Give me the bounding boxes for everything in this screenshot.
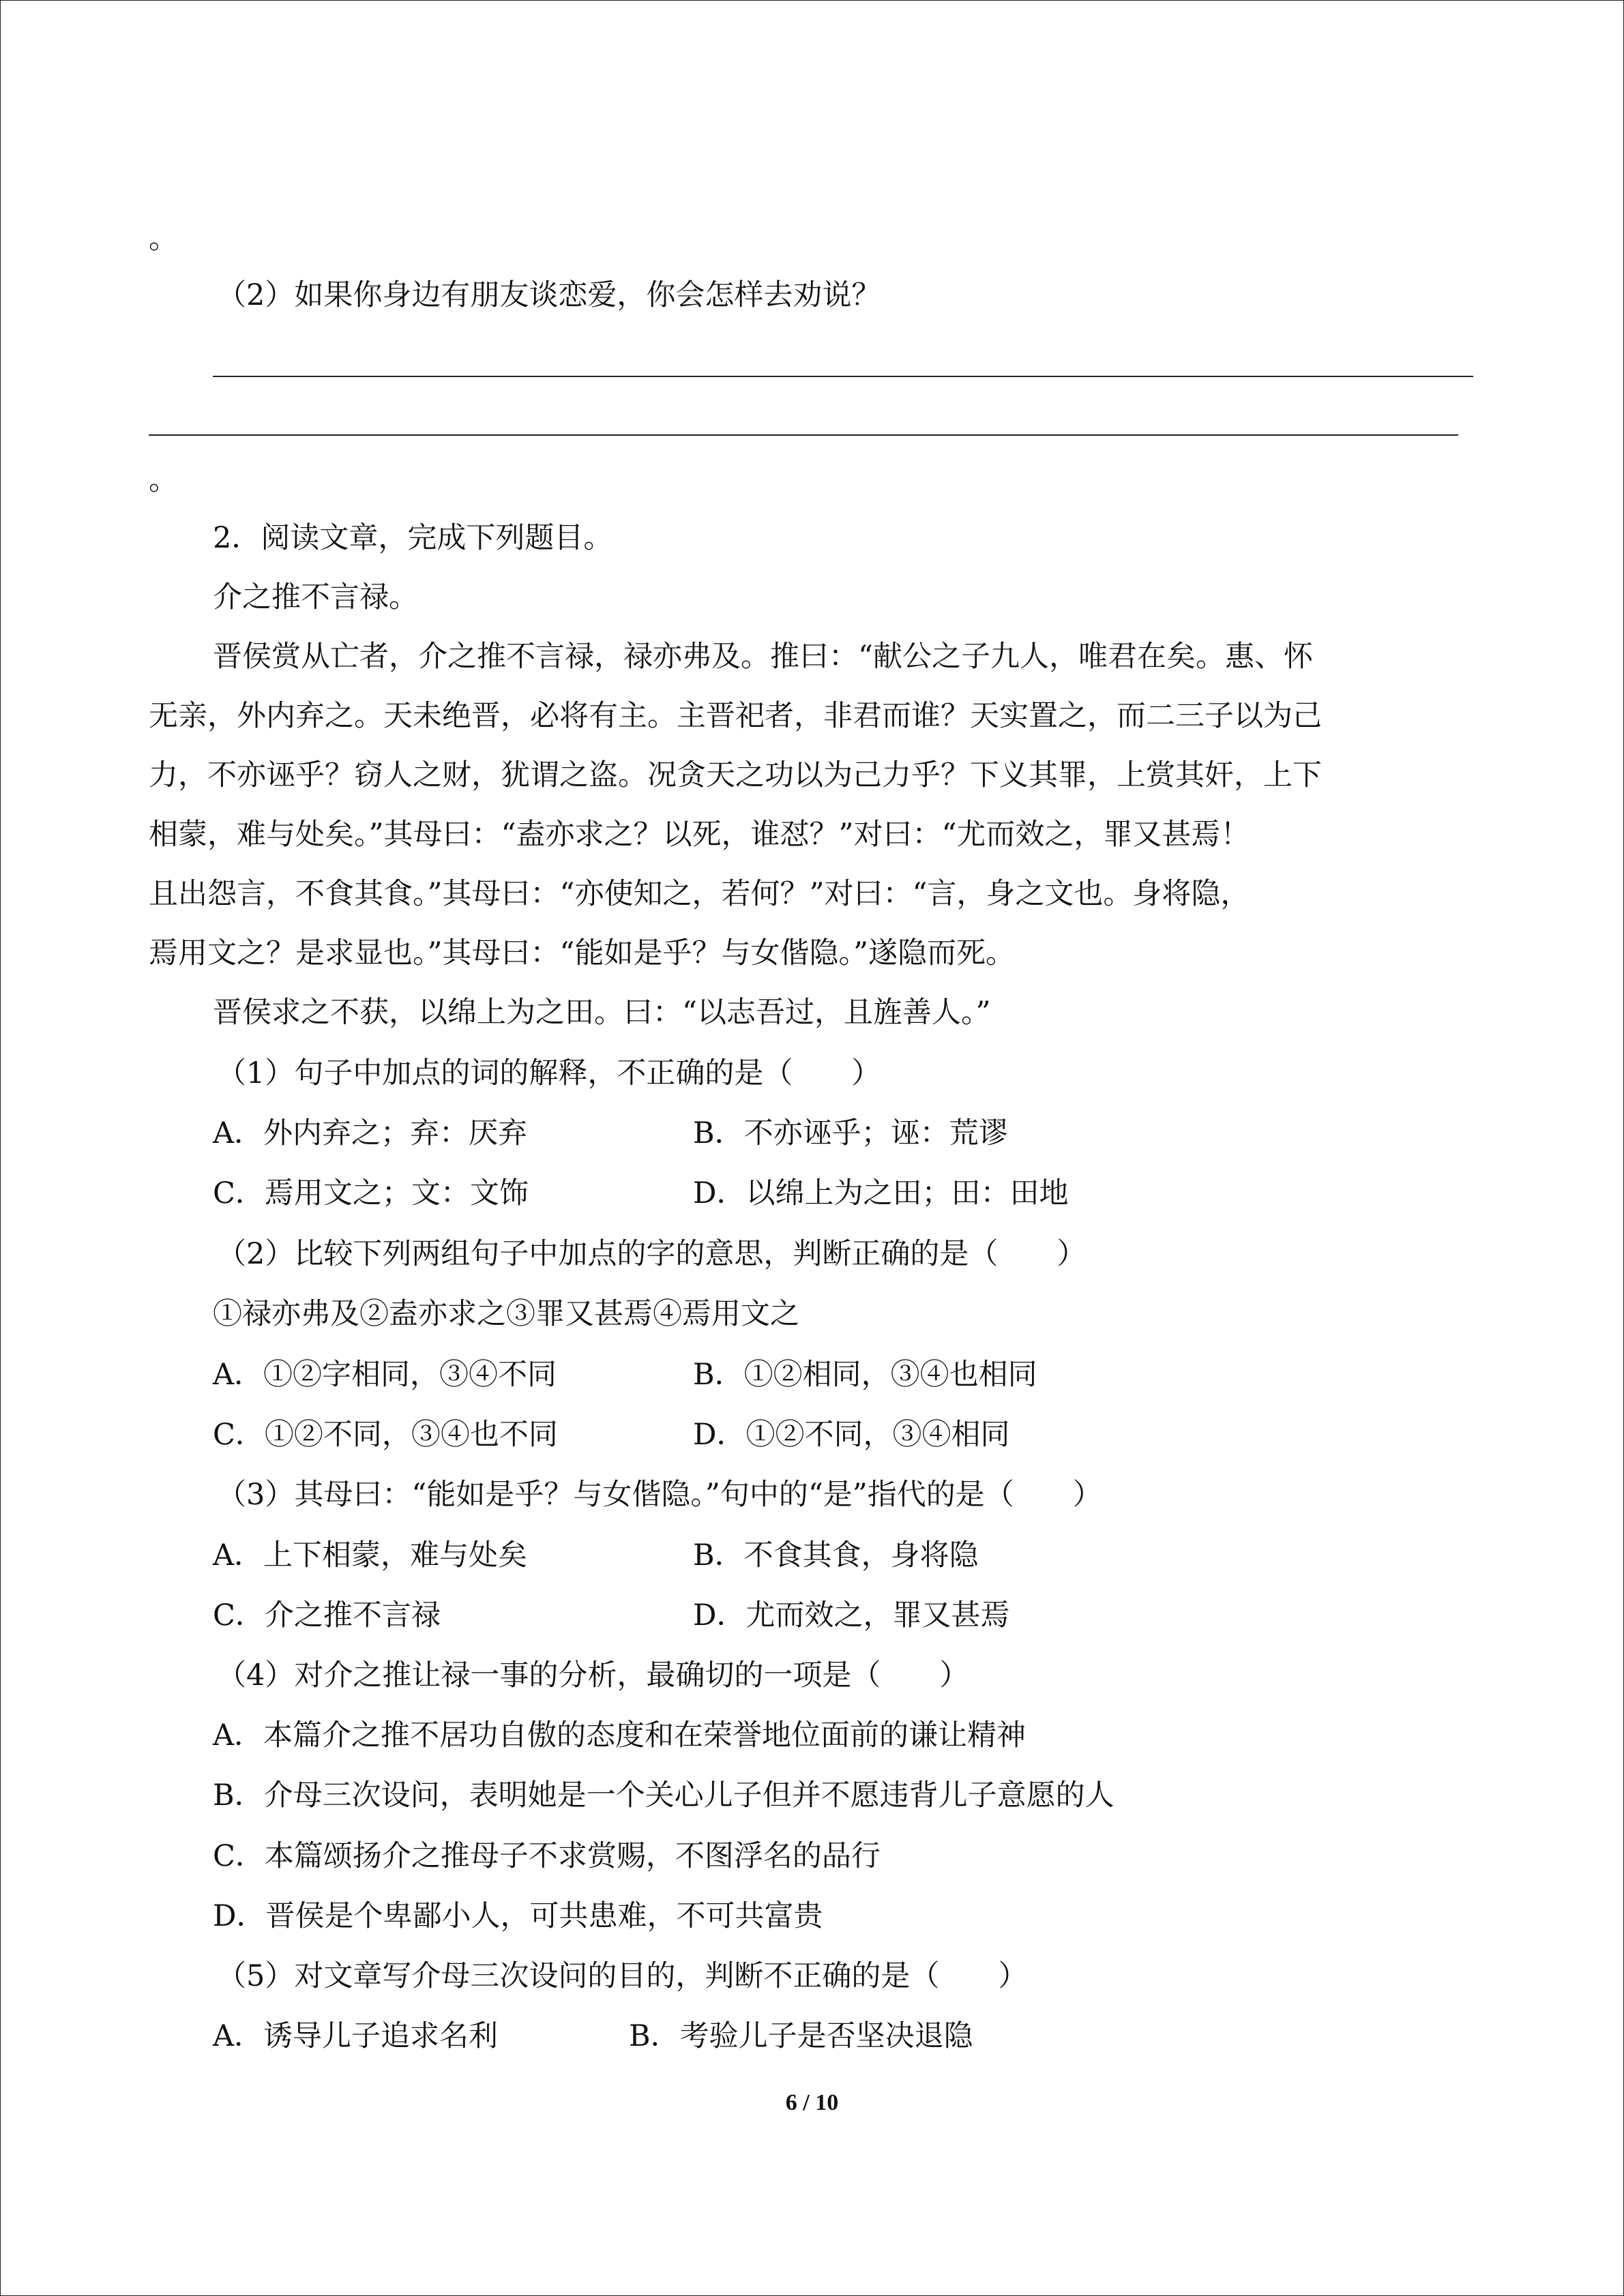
passage-line: 无亲，外内弃之。天未绝晋，必将有主。主晋祀者，非君而谁？天实置之，而二三子以为己 [149, 699, 1322, 733]
question-stem: （4）对介之推让禄一事的分析，最确切的一项是（ ） [217, 1658, 969, 1693]
option-b: B．介母三次设问，表明她是一个关心儿子但并不愿违背儿子意愿的人 [213, 1778, 1114, 1813]
question-extra: ①禄亦弗及②盍亦求之③罪又甚焉④焉用文之 [213, 1297, 799, 1331]
page-number: 6 / 10 [785, 2090, 839, 2115]
passage-line: 焉用文之？是求显也。”其母曰：“能如是乎？与女偕隐。”遂隐而死。 [149, 936, 1015, 970]
passage-title: 介之推不言禄。 [213, 580, 418, 614]
question-stem: （2）比较下列两组句子中加点的字的意思，判断正确的是（ ） [217, 1237, 1087, 1271]
answer-line[interactable] [213, 376, 1473, 377]
option-a: A．①②字相同，③④不同 [213, 1358, 557, 1392]
option-a: A．诱导儿子追求名利 [213, 2019, 499, 2053]
option-c: C．介之推不言禄 [213, 1598, 441, 1632]
question-2-heading: 2．阅读文章，完成下列题目。 [213, 521, 613, 555]
option-b: B．不食其食，身将隐 [693, 1538, 979, 1572]
option-b: B．考验儿子是否坚决退隐 [629, 2019, 973, 2053]
question-stem: （5）对文章写介母三次设问的目的，判断不正确的是（ ） [217, 1959, 1028, 1993]
option-a: A．本篇介之推不居功自傲的态度和在荣誉地位面前的谦让精神 [213, 1718, 1027, 1753]
option-b: B．①②相同，③④也相同 [693, 1358, 1037, 1392]
option-c: C．本篇颂扬介之推母子不求赏赐，不图浮名的品行 [213, 1839, 881, 1873]
question-stem: （3）其母曰：“能如是乎？与女偕隐。”句中的“是”指代的是（ ） [217, 1478, 1102, 1512]
passage-line: 晋侯赏从亡者，介之推不言禄，禄亦弗及。推曰：“献公之子九人，唯君在矣。惠、怀 [213, 640, 1313, 674]
end-mark: 。 [149, 463, 178, 497]
option-b: B．不亦诬乎；诬：荒谬 [693, 1116, 1008, 1150]
option-d: D．尤而效之，罪又甚焉 [693, 1598, 1010, 1632]
option-a: A．上下相蒙，难与处矣 [213, 1538, 528, 1572]
question-1-part-2: （2）如果你身边有朋友谈恋爱，你会怎样去劝说？ [217, 278, 881, 312]
passage-line: 且出怨言，不食其食。”其母曰：“亦使知之，若何？”对曰：“言，身之文也。身将隐， [149, 877, 1250, 911]
option-d: D．以绵上为之田；田：田地 [693, 1176, 1069, 1210]
answer-line[interactable] [149, 434, 1458, 436]
option-a: A．外内弃之；弃：厌弃 [213, 1116, 528, 1150]
passage-line: 晋侯求之不获，以绵上为之田。曰：“以志吾过，且旌善人。” [213, 996, 991, 1030]
passage-line: 相蒙，难与处矣。”其母曰：“盍亦求之？以死，谁怼？”对曰：“尤而效之，罪又甚焉！ [149, 818, 1250, 852]
passage-line: 力，不亦诬乎？窃人之财，犹谓之盗。况贪天之功以为己力乎？下义其罪，上赏其奸，上下 [149, 758, 1322, 792]
option-c: C．①②不同，③④也不同 [213, 1418, 558, 1452]
question-stem: （1）句子中加点的词的解释，不正确的是（ ） [217, 1056, 881, 1090]
option-d: D．晋侯是个卑鄙小人，可共患难，不可共富贵 [213, 1899, 823, 1933]
end-mark: 。 [149, 222, 178, 256]
option-c: C．焉用文之；文：文饰 [213, 1176, 529, 1210]
option-d: D．①②不同，③④相同 [693, 1418, 1010, 1452]
